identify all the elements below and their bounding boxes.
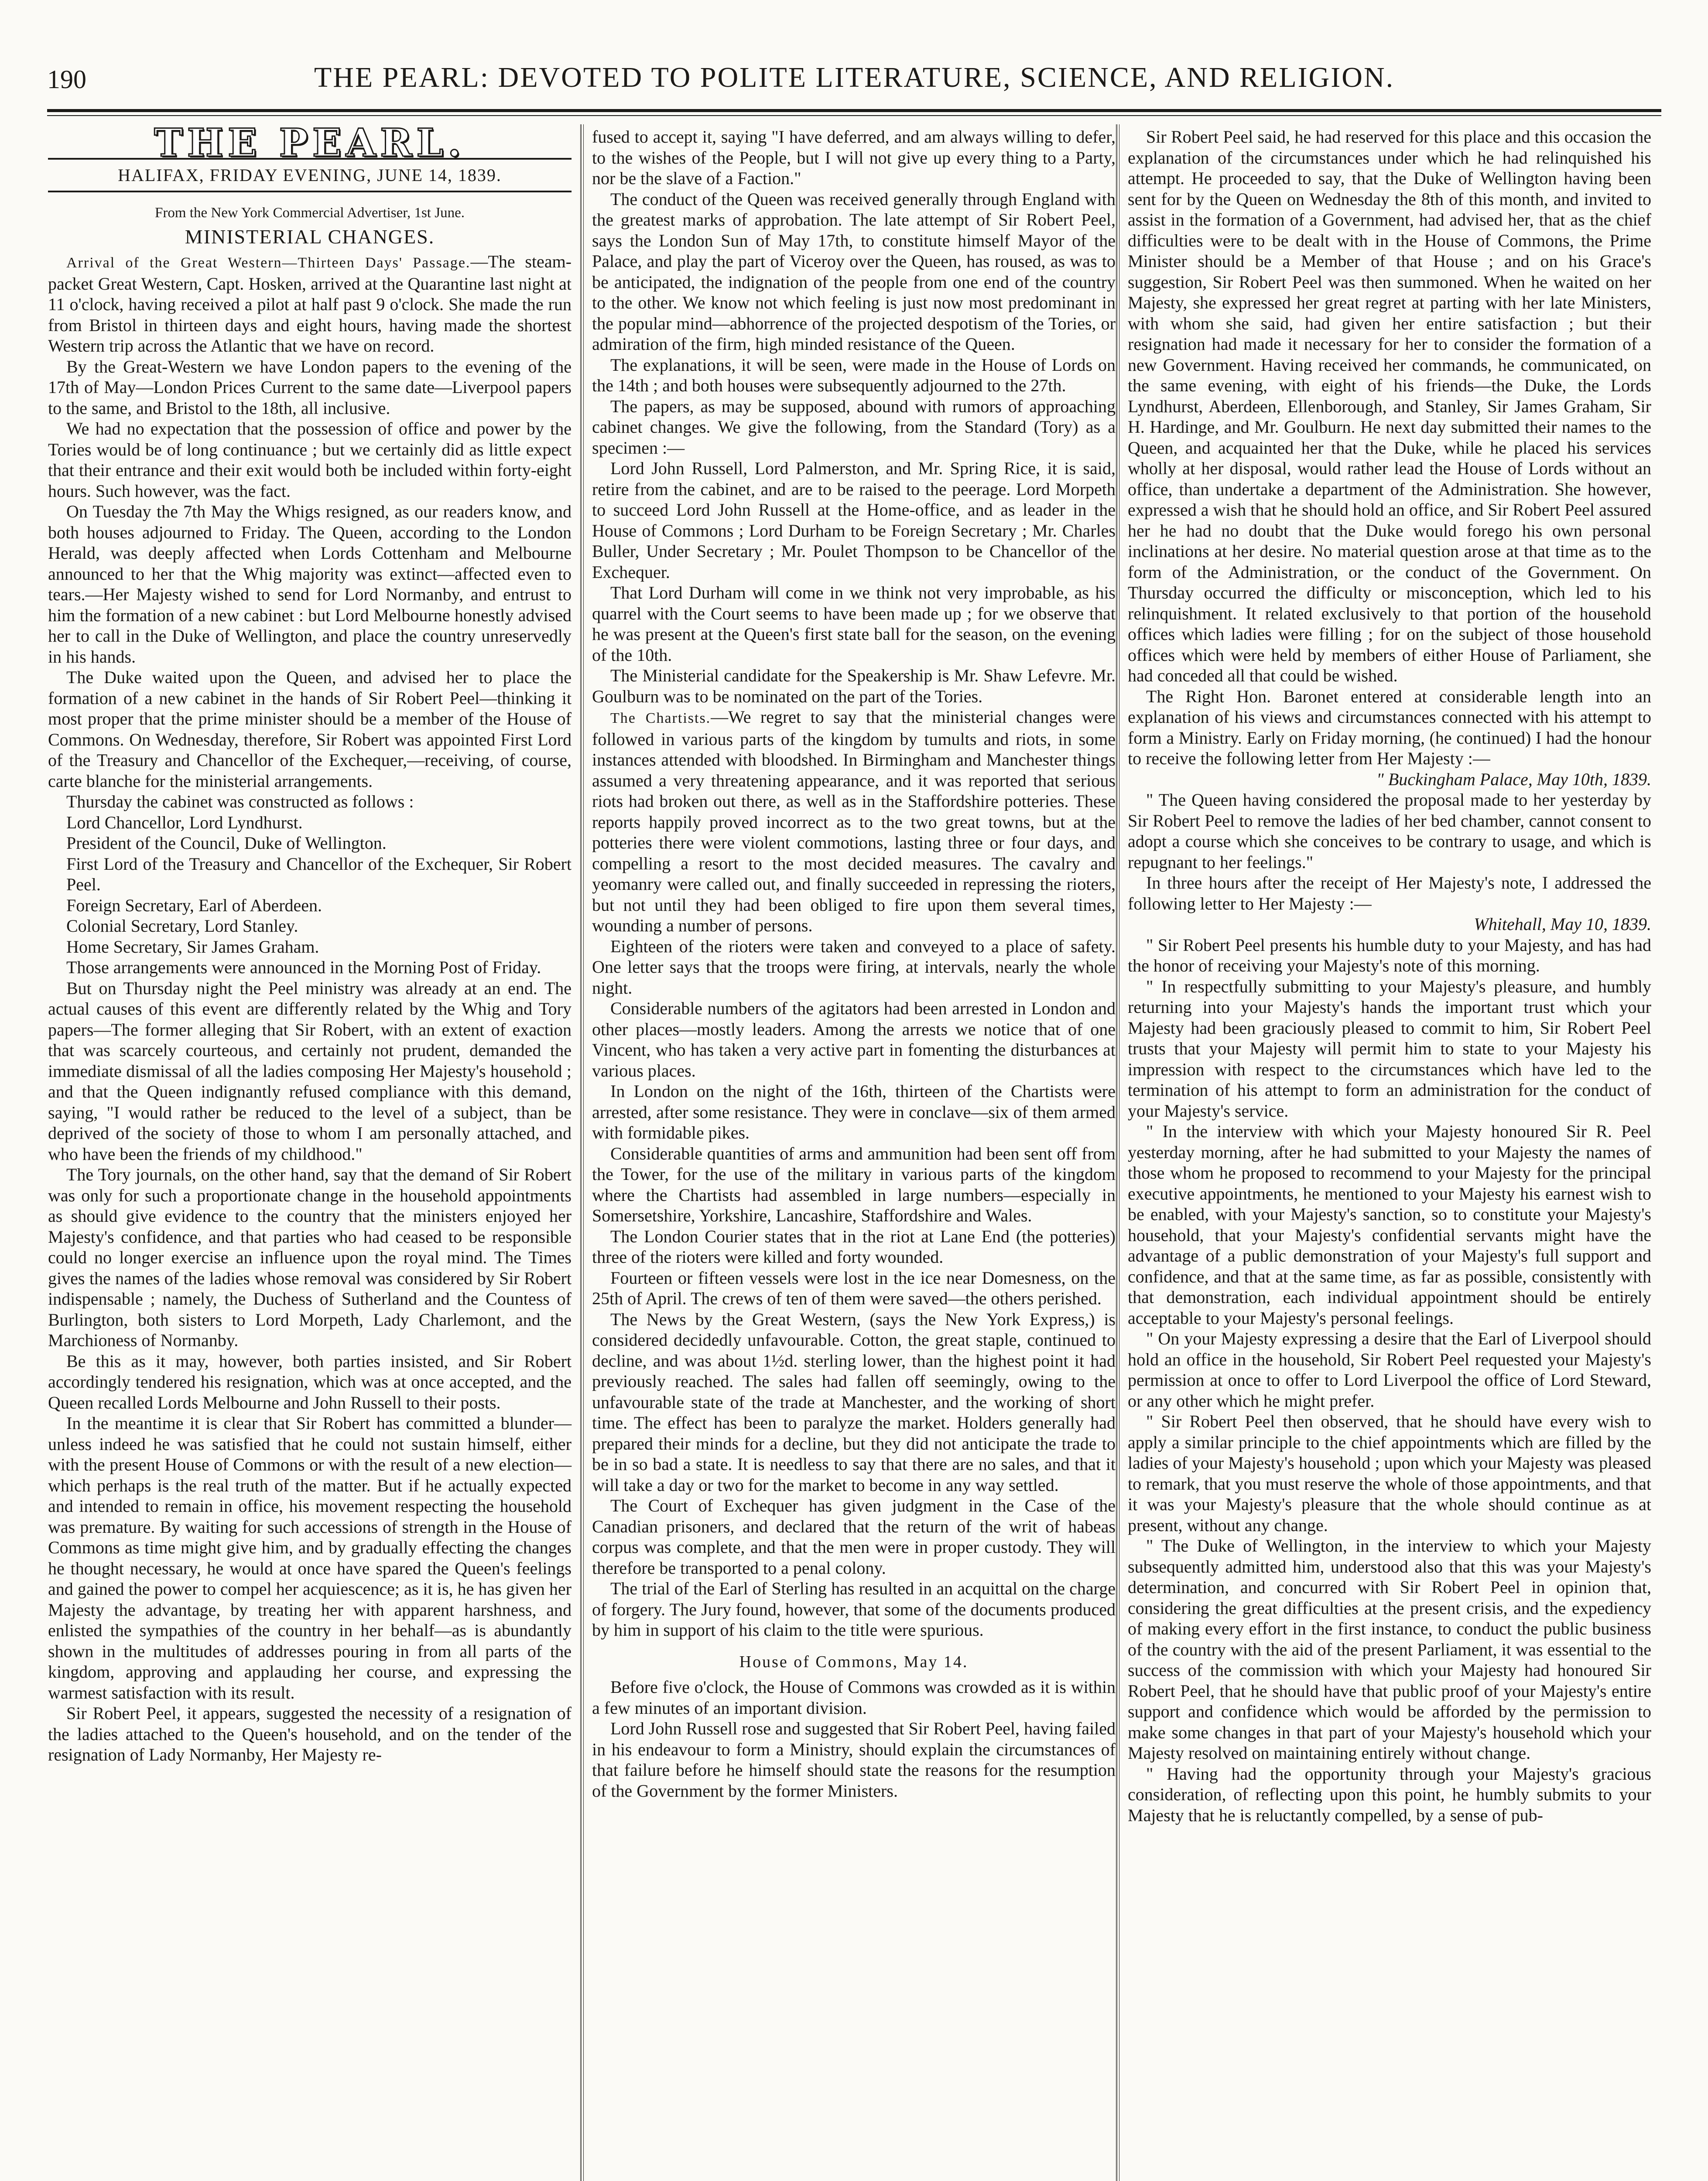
article-paragraph: The Chartists.—We regret to say that the ministerial changes were followed in various parts of the kingdom by tumults and riots, in some instances attended with bloodshed. In Birmingham and Manchester things assumed a very threatening appearance, and it was reported that serious riots had broken out there, as well as in the Staffordshire potteries. These reports happily proved incorrect as to the two great towns, but at the potteries there were violent commotions, lasting three or four days, and compelling a resort to the most decided measures. The cavalry and yeomanry were called out, and finally succeeded in repressing the rioters, but not until they had been obliged to fire upon them several times, wounding a number of persons. bbox=[592, 707, 1116, 935]
cabinet-entry: First Lord of the Treasury and Chancellor of the Exchequer, Sir Robert Peel. bbox=[66, 854, 572, 894]
letter-paragraph: " On your Majesty expressing a desire that the Earl of Liverpool should hold an office in the household, Sir Robert Peel requested your Majesty's permission at once to offer to Lord Liverpool the office of Lord Steward, or any other which he might prefer. bbox=[1128, 1329, 1651, 1411]
cabinet-entry: Colonial Secretary, Lord Stanley. bbox=[66, 916, 298, 936]
article-paragraph: In London on the night of the 16th, thirteen of the Chartists were arrested, after some resistance. They were in conclave—six of them armed with formidable pikes. bbox=[592, 1081, 1116, 1142]
article-paragraph: Before five o'clock, the House of Commons was crowded as it is within a few minutes of an important division. bbox=[592, 1677, 1116, 1718]
article-paragraph: We had no expectation that the possession of office and power by the Tories would be of long continuance ; but we certainly did as little expect that their entrance and their exit would both be included within forty-eight hours. Such however, was the fact. bbox=[48, 419, 572, 501]
article-paragraph: The News by the Great Western, (says the New York Express,) is considered decidedly unfavourable. Cotton, the great staple, continued to decline, and was about 1½d. sterling lower, than the highest point it had previously reached. The sales had fallen off seemingly, owing to the unfavourable state of the trade at Manchester, and the working of short time. The effect has been to paralyze the market. Holders generally had prepared their minds for a decline, but they did not anticipate the trade to be in so bad a state. It is needless to say that there are no sales, and that it will take a day or two for the market to become in any way settled. bbox=[592, 1309, 1116, 1495]
article-paragraph: But on Thursday night the Peel ministry was already at an end. The actual causes of this event are differently related by the Whig and Tory papers—The former alleging that Sir Robert, with an extent of exaction that was scarcely courteous, and certainly not prudent, demanded the immediate dismissal of all the ladies composing Her Majesty's household ; and that the Queen indignantly refused compliance with this demand, saying, "I would rather be reduced to the level of a subject, than be deprived of the society of those to whom I am personally attached, and who have been the friends of my childhood." bbox=[48, 978, 572, 1164]
letter-paragraph: " Sir Robert Peel then observed, that he should have every wish to apply a similar principle to the chief appointments which are filled by the ladies of your Majesty's household ; upon which your Majesty was pleased to remark, that you must reserve the whole of those appointments, and that it was your Majesty's pleasure that the whole should continue as at present, without any change. bbox=[1128, 1412, 1651, 1535]
article-paragraph: The Right Hon. Baronet entered at considerable length into an explanation of his views and circumstances connected with his attempt to form a Ministry. Early on Friday morning, (he continued) I had the honour to receive the following letter from Her Majesty :— bbox=[1128, 686, 1651, 768]
article-paragraph: Lord John Russell rose and suggested that Sir Robert Peel, having failed in his endeavour to form a Ministry, should explain the circumstances of that failure before he himself should state the reasons for the resumption of the Government by the former Ministers. bbox=[592, 1719, 1116, 1801]
column-middle bbox=[592, 126, 1116, 1801]
letter-paragraph: " Having had the opportunity through your Majesty's gracious consideration, of reflecting upon this point, he humbly submits to your Majesty that he is reluctantly compelled, by a sense of pub- bbox=[1128, 1764, 1651, 1825]
cabinet-entry: Lord Chancellor, Lord Lyndhurst. bbox=[66, 812, 303, 832]
cabinet-entry: Home Secretary, Sir James Graham. bbox=[66, 937, 319, 957]
article-paragraph: Arrival of the Great Western—Thirteen Days' Passage.—The steam-packet Great Western, Capt. Hosken, arrived at the Quarantine last night at 11 o'clock, having received a pilot at half past 9 o'clock. She made the run from Bristol in thirteen days and eight hours, having made the shortest Western trip across the Atlantic that we have on record. bbox=[48, 252, 572, 356]
article-paragraph: Be this as it may, however, both parties insisted, and Sir Robert accordingly tendered his resignation, which was at once accepted, and the Queen recalled Lords Melbourne and John Russell to their posts. bbox=[48, 1351, 572, 1412]
article-paragraph: Considerable numbers of the agitators had been arrested in London and other places—mostly leaders. Among the arrests we notice that of one Vincent, who has taken a very active part in fomenting the disturbances at various places. bbox=[592, 998, 1116, 1080]
article-paragraph: The Ministerial candidate for the Speakership is Mr. Shaw Lefevre. Mr. Goulburn was to be nominated on the part of the Tories. bbox=[592, 666, 1116, 706]
cabinet-entry: President of the Council, Duke of Wellington. bbox=[66, 833, 387, 853]
letter-dateline: " Buckingham Palace, May 10th, 1839. bbox=[1376, 769, 1651, 789]
article-paragraph: That Lord Durham will come in we think not very improbable, as his quarrel with the Court seems to have been made up ; for we observe that he was present at the Queen's first state ball for the season, on the evening of the 10th. bbox=[592, 583, 1116, 665]
article-paragraph: The Duke waited upon the Queen, and advised her to place the formation of a new cabinet in the hands of Sir Robert Peel—thinking it most proper that the prime minister should be a member of the House of Commons. On Wednesday, therefore, Sir Robert was appointed First Lord of the Treasury and Chancellor of the Exchequer,—receiving, of course, carte blanche for the ministerial arrangements. bbox=[48, 667, 572, 791]
article-paragraph: On Tuesday the 7th May the Whigs resigned, as our readers know, and both houses adjourned to Friday. The Queen, according to the London Herald, was deeply affected when Lords Cottenham and Melbourne announced to her that the Whig majority was extinct—affected even to tears.—Her Majesty wished to send for Lord Normanby, and entrust to him the formation of a new cabinet : but Lord Melbourne honestly advised her to call in the Duke of Wellington, and place the country unreservedly in his hands. bbox=[48, 502, 572, 667]
article-heading: MINISTERIAL CHANGES. bbox=[185, 225, 435, 248]
article-paragraph: In the meantime it is clear that Sir Robert has committed a blunder—unless indeed he was satisfied that he could not sustain himself, either with the present House of Commons or with the result of a new election—which perhaps is the real truth of the matter. But if he actually expected and intended to remain in office, his movement respecting the household was premature. By waiting for such accessions of strength in the House of Commons as time might give him, and by gradually effecting the changes he thought necessary, he would at once have spared the Queen's feelings and gained the power to compel her acquiescence; as it is, he has given her Majesty the advantage, by treating her with apparent harshness, and enlisted the sympathies of the country in her behalf—as is abundantly shown in the multitudes of addresses pouring in from all parts of the kingdom, approving and applauding her course, and expressing the warmest satisfaction with its result. bbox=[48, 1413, 572, 1702]
article-paragraph: Sir Robert Peel, it appears, suggested the necessity of a resignation of the ladies attached to the Queen's household, and on the tender of the resignation of Lady Normanby, Her Majesty re- bbox=[48, 1703, 572, 1764]
header-rule bbox=[47, 109, 1661, 112]
column-left bbox=[48, 120, 572, 1765]
article-paragraph: fused to accept it, saying "I have deferred, and am always willing to defer, to the wishes of the People, but I will not give up every thing to a Party, nor be the slave of a Faction." bbox=[592, 127, 1116, 188]
column-right bbox=[1128, 126, 1651, 1825]
cabinet-entry: Foreign Secretary, Earl of Aberdeen. bbox=[66, 895, 322, 915]
lead-in: The Chartists. bbox=[610, 710, 711, 726]
article-paragraph: The Court of Exchequer has given judgment in the Case of the Canadian prisoners, and declared that the return of the writ of habeas corpus was complete, and that the men were in proper custody. They will therefore be transported to a penal colony. bbox=[592, 1496, 1116, 1578]
article-paragraph: In three hours after the receipt of Her Majesty's note, I addressed the following letter to Her Majesty :— bbox=[1128, 873, 1651, 913]
running-title: THE PEARL: DEVOTED TO POLITE LITERATURE, SCIENCE, AND RELIGION. bbox=[314, 62, 1395, 93]
article-paragraph: The trial of the Earl of Sterling has resulted in an acquittal on the charge of forgery. The Jury found, however, that some of the documents produced by him in support of his claim to the title were spurious. bbox=[592, 1579, 1116, 1640]
header-rule-thin bbox=[47, 115, 1661, 116]
running-header bbox=[47, 44, 1661, 109]
letter-paragraph: " Sir Robert Peel presents his humble duty to your Majesty, and has had the honor of receiving your Majesty's note of this morning. bbox=[1128, 935, 1651, 975]
article-paragraph: Lord John Russell, Lord Palmerston, and Mr. Spring Rice, it is said, retire from the cabinet, and are to be raised to the peerage. Lord Morpeth to succeed Lord John Russell at the Home-office, and as leader in the House of Commons ; Lord Durham to be Foreign Secretary ; Mr. Charles Buller, Under Secretary ; Mr. Poulet Thompson to be Chancellor of the Exchequer. bbox=[592, 458, 1116, 582]
article-paragraph: The conduct of the Queen was received generally through England with the greatest marks of approbation. The late attempt of Sir Robert Peel, says the London Sun of May 17th, to constitute himself Mayor of the Palace, and play the part of Viceroy over the Queen, has roused, as was to be anticipated, the indignation of the people from one end of the country to the other. We know not which feeling is just now most predominant in the popular mind—abhorrence of the projected despotism of the Tories, or admiration of the firm, high minded resistance of the Queen. bbox=[592, 189, 1116, 354]
source-line: From the New York Commercial Advertiser, 1st June. bbox=[155, 205, 465, 221]
article-paragraph: Those arrangements were announced in the Morning Post of Friday. bbox=[66, 957, 541, 977]
article-paragraph: By the Great-Western we have London papers to the evening of the 17th of May—London Prices Current to the same date—Liverpool papers to the same, and Bristol to the 18th, all inclusive. bbox=[48, 356, 572, 418]
letter-paragraph: " In the interview with which your Majesty honoured Sir R. Peel yesterday morning, after he had submitted to your Majesty the names of those whom he proposed to recommend to your Majesty for the principal executive appointments, he mentioned to your Majesty his earnest wish to be enabled, with your Majesty's sanction, so to constitute your Majesty's household, that your Majesty's confidential servants might have the advantage of a public demonstration of your Majesty's full support and confidence, and that at the same time, as far as possible, consistently with that demonstration, each individual appointment should be entirely acceptable to your Majesty's personal feelings. bbox=[1128, 1121, 1651, 1328]
letter-paragraph: " The Queen having considered the proposal made to her yesterday by Sir Robert Peel to remove the ladies of her bed chamber, cannot consent to adopt a course which she conceives to be contrary to usage, and which is repugnant to her feelings." bbox=[1128, 790, 1651, 872]
article-paragraph: The explanations, it will be seen, were made in the House of Lords on the 14th ; and both houses were subsequently adjourned to the 27th. bbox=[592, 355, 1116, 395]
article-paragraph: Eighteen of the rioters were taken and conveyed to a place of safety. One letter says that the troops were firing, at intervals, nearly the whole night. bbox=[592, 936, 1116, 998]
article-paragraph: Sir Robert Peel said, he had reserved for this place and this occasion the explanation of the circumstances under which he had relinquished his attempt. He proceeded to say, that the Duke of Wellington having been sent for by the Queen on Wednesday the 8th of this month, and invited to assist in the formation of a Government, had advised her, that as the chief difficulties were to be dealt with in the House of Commons, the Prime Minister should be a Member of that House ; and on his Grace's suggestion, Sir Robert Peel was then summoned. When he waited on her Majesty, she expressed her great regret at parting with her late Ministers, with whom she said, had given her entire satisfaction ; but their resignation had made it necessary for her to consider the formation of a new Government. Having received her commands, he communicated, on the same evening, with eight of his friends—the Duke, the Lords Lyndhurst, Aberdeen, Ellenborough, and Stanley, Sir James Graham, Sir H. Hardinge, and Mr. Goulburn. He next day submitted their names to the Queen, and acquainted her that the Duke, while he placed his services wholly at her disposal, would rather lead the House of Lords without an office, than undertake a department of the Administration. She however, expressed a wish that he should hold an office, and Sir Robert Peel assured her he had no doubt that the Duke would forego his own personal inclinations at her desire. No material question arose at that time as to the form of the Administration, or the conduct of the Government. On Thursday occurred the difficulty or misconception, which led to his relinquishment. It related exclusively to that portion of the household offices which ladies were filling ; for on the subject of those household offices which were held by members of either House of Parliament, she had conceded all that could be wished. bbox=[1128, 127, 1651, 685]
dateline: HALIFAX, FRIDAY EVENING, JUNE 14, 1839. bbox=[48, 158, 572, 193]
letter-paragraph: " In respectfully submitting to your Majesty's pleasure, and humbly returning into your Majesty's hands the important trust which your Majesty had been graciously pleased to commit to him, Sir Robert Peel trusts that your Majesty will permit him to state to your Majesty his impression with respect to the circumstances which have led to the termination of his attempt to form an administration for the conduct of your Majesty's service. bbox=[1128, 976, 1651, 1121]
column-divider bbox=[1116, 124, 1119, 2181]
article-paragraph: The London Courier states that in the riot at Lane End (the potteries) three of the rioters were killed and forty wounded. bbox=[592, 1226, 1116, 1267]
letter-dateline: Whitehall, May 10, 1839. bbox=[1474, 914, 1651, 934]
article-paragraph: The papers, as may be supposed, abound with rumors of approaching cabinet changes. We give the following, from the Standard (Tory) as a specimen :— bbox=[592, 396, 1116, 458]
masthead: THE PEARL. bbox=[154, 120, 466, 165]
page-number: 190 bbox=[47, 65, 86, 94]
article-paragraph: Thursday the cabinet was constructed as follows : bbox=[66, 792, 414, 811]
lead-in: Arrival of the Great Western—Thirteen Days' Passage. bbox=[66, 255, 471, 271]
article-paragraph: Considerable quantities of arms and ammunition had been sent off from the Tower, for the use of the military in various parts of the kingdom where the Chartists had assembled in large numbers—especially in Somersetshire, Yorkshire, Lancashire, Staffordshire and Wales. bbox=[592, 1143, 1116, 1225]
letter-paragraph: " The Duke of Wellington, in the interview to which your Majesty subsequently admitted him, understood also that this was your Majesty's determination, and concurred with Sir Robert Peel in opinion that, considering the great difficulties at the present crisis, and the expediency of making every effort in the first instance, to conduct the public business of the country with the aid of the present Parliament, it was essential to the success of the commission with which your Majesty had honoured Sir Robert Peel, that he should have that public proof of your Majesty's entire support and confidence which would be afforded by the permission to make some changes in that part of your Majesty's household which your Majesty resolved on maintaining entirely without change. bbox=[1128, 1536, 1651, 1763]
article-paragraph: The Tory journals, on the other hand, say that the demand of Sir Robert was only for such a proportionate change in the household appointments as should give evidence to the country that the ministers enjoyed her Majesty's confidence, and that parties who had ceased to be responsible could no longer exercise an influence upon the royal mind. The Times gives the names of the ladies whose removal was considered by Sir Robert indispensable ; namely, the Duchess of Sutherland and the Countess of Burlington, both sisters to Lord Morpeth, Lady Charlemont, and the Marchioness of Normanby. bbox=[48, 1165, 572, 1350]
article-paragraph: Fourteen or fifteen vessels were lost in the ice near Domesness, on the 25th of April. The crews of ten of them were saved—the others perished. bbox=[592, 1268, 1116, 1308]
column-divider bbox=[580, 124, 584, 2181]
section-heading: House of Commons, May 14. bbox=[739, 1652, 969, 1671]
